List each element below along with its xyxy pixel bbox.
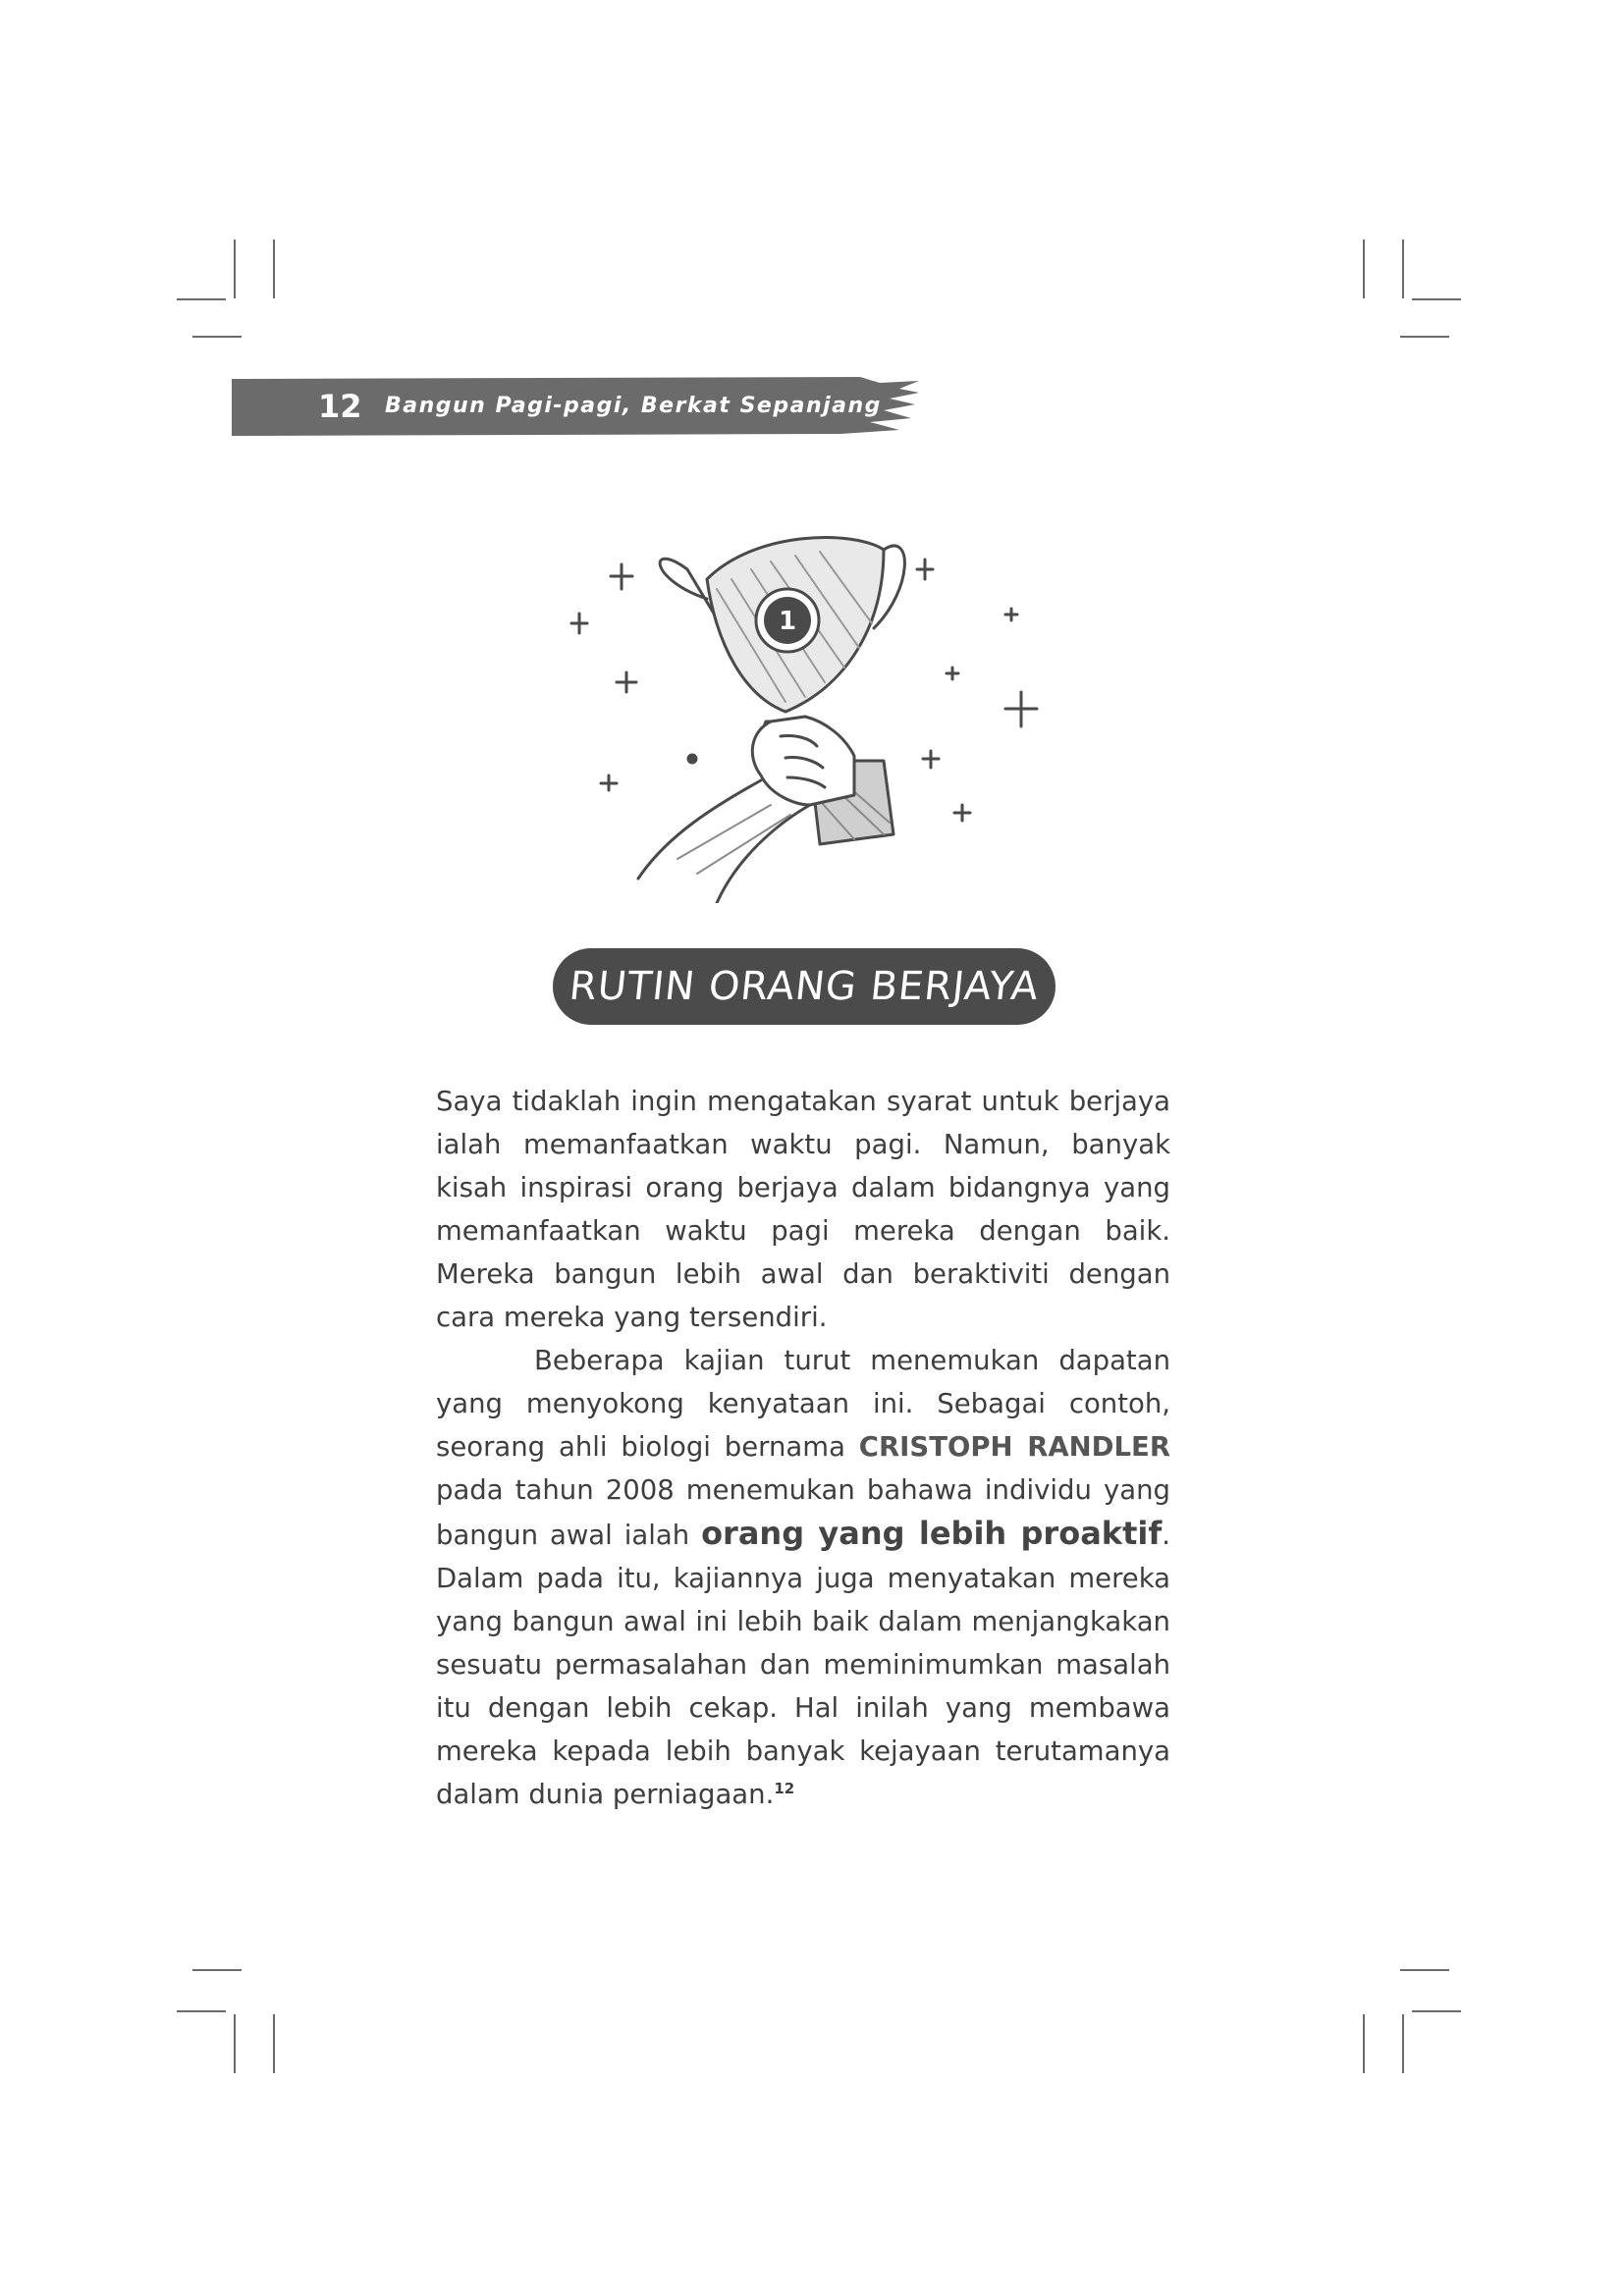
paragraph-2-part-1: Beberapa kajian turut menemukan dapatan yang menyokong kenyataan ini. Sebagai contoh, seorang ahli biologi bernama [436, 1345, 1170, 1463]
crop-mark [273, 240, 275, 298]
book-title: Bangun Pagi-pagi, Berkat Sepanjang Hari [385, 394, 882, 461]
crop-mark [1402, 240, 1404, 298]
crop-mark [1363, 240, 1365, 298]
crop-mark [1400, 1969, 1449, 1971]
footnote-marker: 12 [774, 1779, 795, 1797]
paragraph-2-part-3: . Dalam pada itu, kajiannya juga menyatakan mereka yang bangun awal ini lebih baik dalam menjangkakan sesuatu permasalahan dan meminimumkan masalah itu dengan lebih cekap. Hal inilah yang membawa mereka kepada lebih banyak kejayaan terutamanya dalam dunia perniagaan. [436, 1520, 1171, 1810]
crop-mark [177, 298, 226, 300]
trophy-badge-number: 1 [778, 607, 797, 636]
crop-mark [234, 2014, 236, 2073]
section-heading-pill [553, 948, 1056, 1025]
crop-mark [192, 1969, 242, 1971]
researcher-name: CRISTOPH RANDLER [858, 1431, 1170, 1463]
crop-mark [1412, 2010, 1461, 2012]
paragraph-2-part-2: pada tahun 2008 menemukan bahawa individu yang bangun awal ialah [436, 1474, 1170, 1551]
crop-mark [1412, 298, 1461, 300]
crop-mark [1363, 2014, 1365, 2073]
crop-mark [1402, 2014, 1404, 2073]
running-head [232, 377, 919, 461]
crop-mark [192, 336, 242, 338]
paragraph-1: Saya tidaklah ingin mengatakan syarat untuk berjaya ialah memanfaatkan waktu pagi. Namun, banyak kisah inspirasi orang berjaya dalam bidangnya yang memanfaatkan waktu pagi mereka dengan baik. Mereka bangun lebih awal dan beraktiviti dengan cara mereka yang tersendiri. [436, 1086, 1170, 1333]
crop-mark [177, 2010, 226, 2012]
crop-mark [273, 2014, 275, 2073]
crop-mark [234, 240, 236, 298]
section-title: RUTIN ORANG BERJAYA [567, 964, 1042, 1009]
key-finding-emphasis: orang yang lebih proaktif [701, 1515, 1163, 1552]
crop-mark [1400, 336, 1449, 338]
paragraph-2 [436, 1339, 1170, 1816]
page-number: 12 [318, 388, 362, 425]
trophy-in-hand-illustration [560, 510, 1070, 903]
